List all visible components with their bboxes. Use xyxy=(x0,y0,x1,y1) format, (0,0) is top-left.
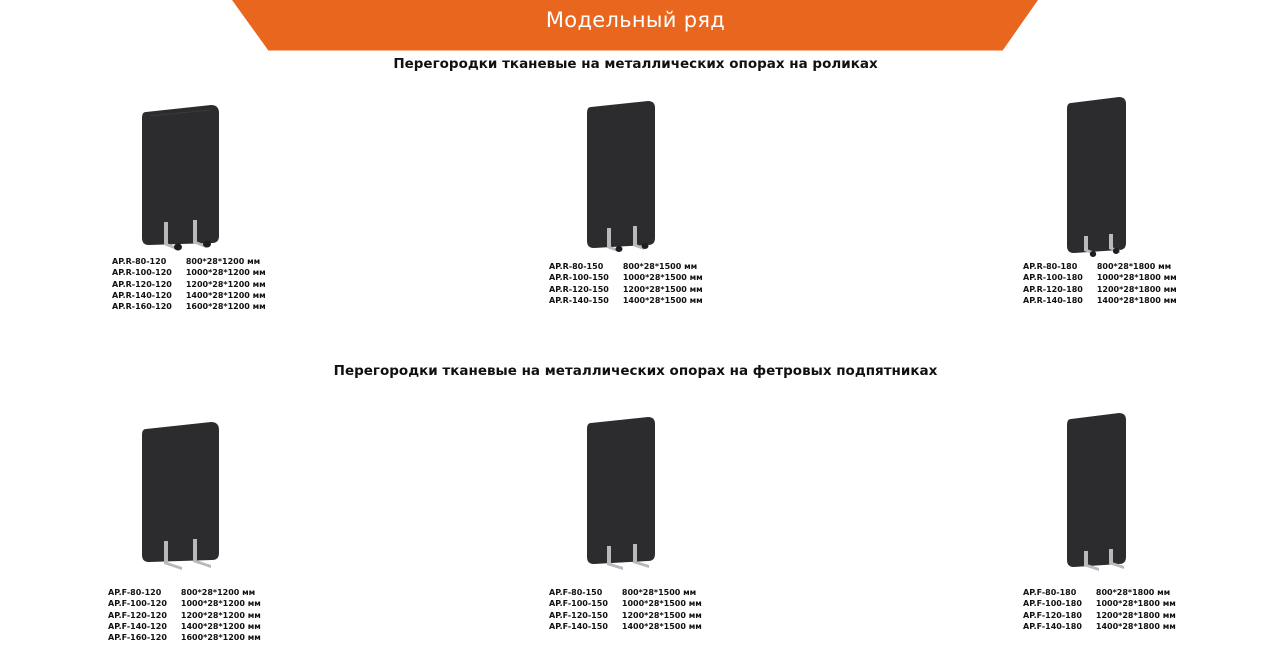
model-code: AP.F-140-150 xyxy=(549,621,608,631)
spec-row xyxy=(112,267,266,278)
model-dimensions: 800*28*1800 мм xyxy=(1096,262,1172,271)
spec-row xyxy=(108,621,261,632)
spec-row xyxy=(549,587,702,598)
spec-row xyxy=(549,598,702,609)
spec-row xyxy=(1023,598,1176,609)
model-code: AP.R-80-120 xyxy=(112,257,167,266)
model-dimensions: 1000*28*1800 мм xyxy=(1096,273,1177,283)
spec-row xyxy=(549,621,702,632)
model-code: AP.F-100-120 xyxy=(108,599,167,609)
model-dimensions: 1000*28*1500 мм xyxy=(621,599,702,609)
specs-table xyxy=(1023,587,1176,632)
specs-table xyxy=(108,587,261,643)
partition-panel-casters-image xyxy=(547,100,667,260)
model-code: AP.R-120-120 xyxy=(112,279,172,289)
model-dimensions: 1400*28*1500 мм xyxy=(621,621,702,631)
partition-panel-casters-image xyxy=(1021,96,1141,261)
spec-row xyxy=(549,261,703,272)
page-title: Модельный ряд xyxy=(545,8,726,32)
model-code: AP.R-140-120 xyxy=(112,290,172,300)
model-code: AP.F-80-180 xyxy=(1023,588,1077,597)
spec-row xyxy=(108,610,261,621)
specs-table xyxy=(549,261,703,306)
model-code: AP.F-100-150 xyxy=(549,599,608,609)
model-dimensions: 1200*28*1500 мм xyxy=(621,610,702,620)
model-dimensions: 1400*28*1200 мм xyxy=(180,621,261,631)
model-code: AP.R-160-120 xyxy=(112,302,172,312)
model-dimensions: 800*28*1800 мм xyxy=(1095,588,1171,597)
specs-table xyxy=(549,587,702,632)
model-dimensions: 800*28*1200 мм xyxy=(185,257,261,266)
specs-table xyxy=(1023,261,1177,306)
model-dimensions: 1400*28*1800 мм xyxy=(1095,621,1176,631)
model-dimensions: 1200*28*1200 мм xyxy=(180,610,261,620)
model-code: AP.R-120-180 xyxy=(1023,284,1083,294)
model-code: AP.R-140-150 xyxy=(549,295,609,305)
model-code: AP.F-160-120 xyxy=(108,633,167,643)
model-code: AP.F-100-180 xyxy=(1023,599,1082,609)
spec-row xyxy=(549,295,703,306)
model-dimensions: 1000*28*1200 мм xyxy=(180,599,261,609)
model-dimensions: 1200*28*1500 мм xyxy=(622,284,703,294)
model-dimensions: 1000*28*1200 мм xyxy=(185,268,266,278)
model-code: AP.R-100-180 xyxy=(1023,273,1083,283)
spec-row xyxy=(108,598,261,609)
spec-row xyxy=(112,256,266,267)
model-code: AP.F-120-180 xyxy=(1023,610,1082,620)
model-code: AP.F-120-150 xyxy=(549,610,608,620)
model-dimensions: 1200*28*1800 мм xyxy=(1095,610,1176,620)
spec-row xyxy=(1023,284,1177,295)
model-code: AP.F-80-150 xyxy=(549,588,603,597)
model-code: AP.F-140-180 xyxy=(1023,621,1082,631)
model-code: AP.F-120-120 xyxy=(108,610,167,620)
partition-panel-casters-image xyxy=(110,104,230,254)
model-dimensions: 1000*28*1800 мм xyxy=(1095,599,1176,609)
partition-panel-felt-image xyxy=(106,421,226,571)
model-code: AP.F-140-120 xyxy=(108,621,167,631)
model-code: AP.R-80-150 xyxy=(549,262,604,271)
spec-row xyxy=(1023,272,1177,283)
spec-row xyxy=(1023,261,1177,272)
section-title-felt-pads: Перегородки тканевые на металлических опорах на фетровых подпятниках xyxy=(333,363,938,379)
model-dimensions: 1400*28*1500 мм xyxy=(622,295,703,305)
spec-row xyxy=(112,279,266,290)
spec-row xyxy=(108,587,261,598)
model-dimensions: 1600*28*1200 мм xyxy=(185,302,266,312)
specs-table xyxy=(112,256,266,312)
model-code: AP.F-80-120 xyxy=(108,588,162,597)
model-dimensions: 1200*28*1200 мм xyxy=(185,279,266,289)
model-dimensions: 800*28*1200 мм xyxy=(180,588,256,597)
spec-row xyxy=(112,301,266,312)
spec-row xyxy=(549,284,703,295)
model-code: AP.R-100-120 xyxy=(112,268,172,278)
spec-row xyxy=(1023,587,1176,598)
partition-panel-felt-image xyxy=(1021,412,1141,577)
model-dimensions: 800*28*1500 мм xyxy=(622,262,698,271)
model-dimensions: 800*28*1500 мм xyxy=(621,588,697,597)
spec-row xyxy=(1023,621,1176,632)
model-dimensions: 1400*28*1800 мм xyxy=(1096,295,1177,305)
spec-row xyxy=(549,272,703,283)
spec-row xyxy=(108,632,261,643)
spec-row xyxy=(1023,610,1176,621)
model-code: AP.R-140-180 xyxy=(1023,295,1083,305)
model-dimensions: 1000*28*1500 мм xyxy=(622,273,703,283)
model-dimensions: 1400*28*1200 мм xyxy=(185,290,266,300)
model-dimensions: 1200*28*1800 мм xyxy=(1096,284,1177,294)
model-code: AP.R-80-180 xyxy=(1023,262,1078,271)
model-code: AP.R-100-150 xyxy=(549,273,609,283)
spec-row xyxy=(549,610,702,621)
spec-row xyxy=(1023,295,1177,306)
section-title-casters: Перегородки тканевые на металлических опорах на роликах xyxy=(393,56,878,72)
partition-panel-felt-image xyxy=(547,416,667,576)
model-dimensions: 1600*28*1200 мм xyxy=(180,633,261,643)
spec-row xyxy=(112,290,266,301)
model-code: AP.R-120-150 xyxy=(549,284,609,294)
